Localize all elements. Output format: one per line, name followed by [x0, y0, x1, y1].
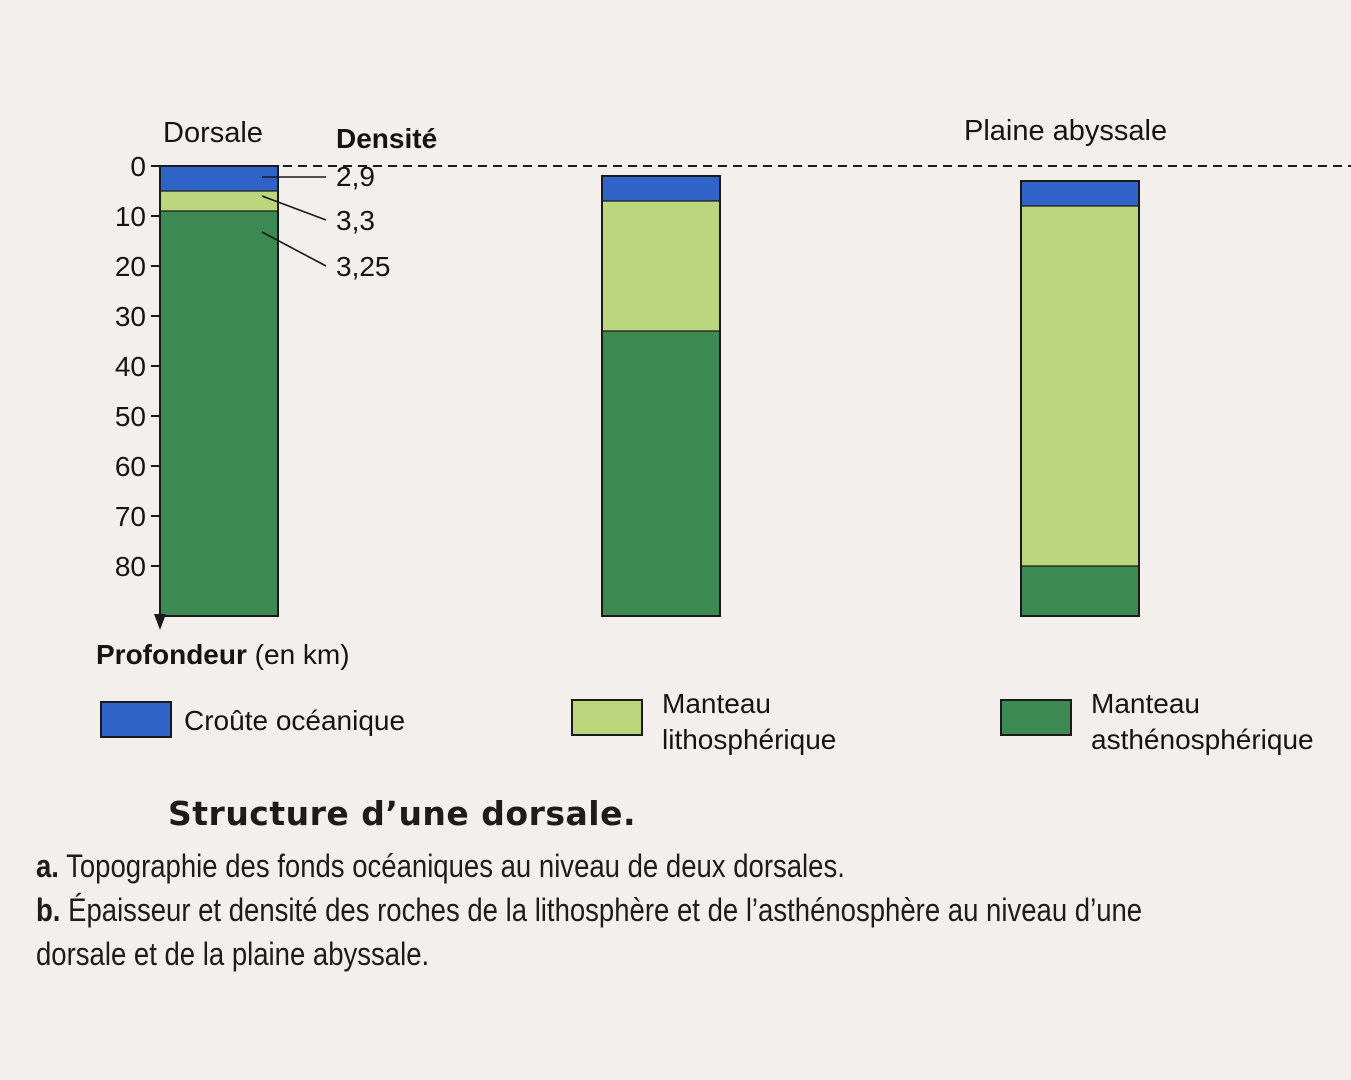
legend-label-manteau-astheno-1: Manteau: [1091, 688, 1200, 719]
column-1: [160, 166, 278, 616]
y-tick-label: 0: [130, 151, 146, 182]
layer-croute: [1021, 181, 1139, 206]
header-plaine-abyssale: Plaine abyssale: [964, 115, 1168, 147]
density-label: 2,9: [336, 161, 375, 192]
y-tick-label: 40: [114, 351, 146, 382]
y-tick-label: 50: [114, 401, 146, 432]
depth-axis: [115, 151, 166, 630]
y-tick-label: 30: [114, 301, 146, 332]
caption-b-text-1: Épaisseur et densité des roches de la lithosphère et de l’asthénosphère au niveau d’une: [68, 892, 1143, 928]
layer-manteau_litho: [160, 191, 278, 211]
axis-title-bold: Profondeur: [96, 639, 247, 670]
layer-croute: [602, 176, 720, 201]
y-tick-label: 10: [114, 201, 146, 232]
density-annotations: [262, 161, 391, 282]
column-2: [602, 176, 720, 616]
layer-manteau_astheno: [1021, 566, 1139, 616]
legend-swatch-croute: [101, 702, 171, 737]
layer-croute: [160, 166, 278, 191]
figure-title: Structure d’une dorsale.: [168, 794, 637, 833]
legend: [101, 688, 1314, 755]
header-densite: Densité: [336, 123, 438, 154]
axis-arrow-icon: [154, 614, 166, 630]
caption-b-label: b.: [36, 892, 61, 928]
y-tick-label: 20: [114, 251, 146, 282]
legend-swatch-manteau-litho: [572, 700, 642, 735]
axis-title-unit: (en km): [246, 639, 350, 670]
layer-manteau_astheno: [602, 331, 720, 616]
layer-manteau_astheno: [160, 211, 278, 616]
header-dorsale: Dorsale: [163, 117, 263, 149]
legend-label-manteau-litho-1: Manteau: [662, 688, 771, 719]
legend-label-croute: Croûte océanique: [184, 705, 406, 736]
layer-manteau_litho: [1021, 206, 1139, 566]
caption-line-b2: dorsale et de la plaine abyssale.: [36, 936, 430, 972]
legend-label-manteau-litho-2: lithosphérique: [662, 724, 837, 755]
y-tick-label: 60: [114, 451, 146, 482]
y-tick-label: 80: [114, 551, 146, 582]
y-tick-label: 70: [114, 501, 146, 532]
layer-manteau_litho: [602, 201, 720, 331]
density-label: 3,3: [336, 205, 375, 236]
legend-label-manteau-astheno-2: asthénosphérique: [1091, 724, 1314, 755]
columns-layer: [160, 166, 1139, 616]
legend-swatch-manteau-astheno: [1001, 700, 1071, 735]
caption-line-a: [36, 848, 845, 885]
column-3: [1021, 181, 1139, 616]
caption-a-text: Topographie des fonds océaniques au niveau de deux dorsales.: [66, 848, 845, 884]
caption-a-label: a.: [36, 848, 59, 884]
caption-line-b: [36, 892, 1142, 929]
axis-title: [96, 639, 350, 670]
density-label: 3,25: [336, 251, 391, 282]
